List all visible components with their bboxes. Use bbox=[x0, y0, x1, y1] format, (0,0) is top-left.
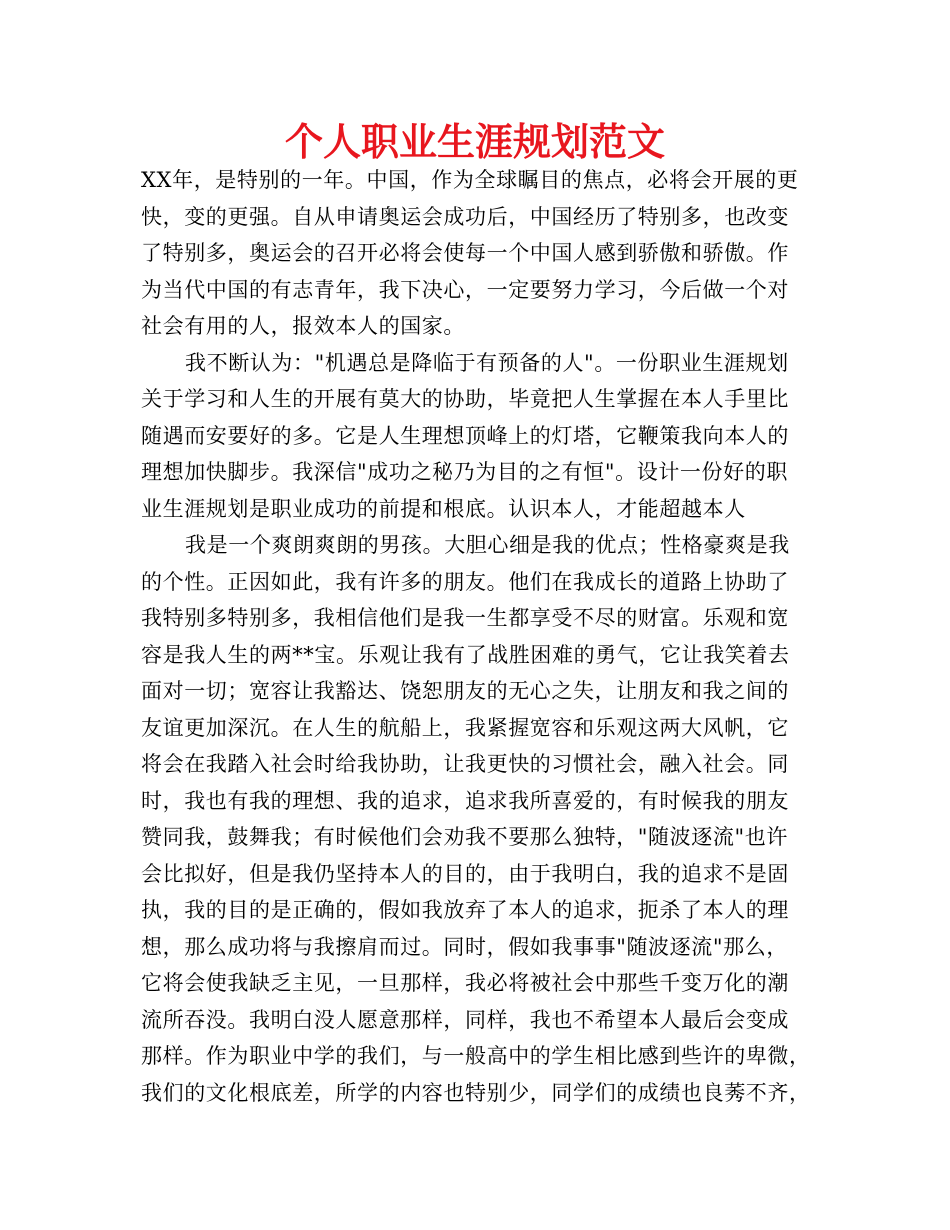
text-line: 我们的文化根底差，所学的内容也特别少，同学们的成绩也良莠不齐， bbox=[141, 1080, 811, 1105]
text-line: 想，那么成功将与我擦肩而过。同时，假如我事事"随波逐流"那么， bbox=[141, 934, 788, 959]
text-line: 容是我人生的两**宝。乐观让我有了战胜困难的勇气，它让我笑着去 bbox=[141, 642, 790, 667]
text-line: 我特别多特别多，我相信他们是我一生都享受不尽的财富。乐观和宽 bbox=[141, 606, 789, 630]
text-line: 理想加快脚步。我深信"成功之秘乃为目的之有恒"。设计一份好的职 bbox=[141, 460, 788, 484]
text-line: 面对一切；宽容让我豁达、饶恕朋友的无心之失，让朋友和我之间的 bbox=[141, 679, 789, 703]
text-line: 将会在我踏入社会时给我协助，让我更快的习惯社会，融入社会。同 bbox=[141, 752, 789, 776]
text-line: 时，我也有我的理想、我的追求，追求我所喜爱的，有时候我的朋友 bbox=[141, 788, 789, 813]
document-body bbox=[141, 162, 815, 1111]
text-line: 了特别多，奥运会的召开必将会使每一个中国人感到骄傲和骄傲。作 bbox=[141, 241, 789, 265]
text-line: 流所吞没。我明白没人愿意那样，同样，我也不希望本人最后会变成 bbox=[141, 1007, 789, 1032]
text-line: 赞同我，鼓舞我；有时候他们会劝我不要那么独特，"随波逐流"也许 bbox=[141, 825, 788, 849]
text-line: 社会有用的人，报效本人的国家。 bbox=[141, 314, 465, 338]
text-line: 友谊更加深沉。在人生的航船上，我紧握宽容和乐观这两大风帆，它 bbox=[141, 715, 789, 740]
text-line: 业生涯规划是职业成功的前提和根底。认识本人，才能超越本人 bbox=[141, 496, 746, 521]
text-line: 的个性。正因如此，我有许多的朋友。他们在我成长的道路上协助了 bbox=[141, 569, 789, 594]
text-line: 执，我的目的是正确的，假如我放弃了本人的追求，扼杀了本人的理 bbox=[141, 898, 789, 922]
text-line: 快，变的更强。自从申请奥运会成功后，中国经历了特别多，也改变 bbox=[141, 204, 789, 229]
text-line: 为当代中国的有志青年，我下决心，一定要努力学习，今后做一个对 bbox=[141, 277, 789, 302]
text-line: 我是一个爽朗爽朗的男孩。大胆心细是我的优点；性格豪爽是我 bbox=[185, 533, 790, 557]
text-line: 我不断认为："机遇总是降临于有预备的人"。一份职业生涯规划 bbox=[185, 350, 789, 375]
document-title: 个人职业生涯规划范文 bbox=[284, 120, 665, 164]
text-line: 关于学习和人生的开展有莫大的协助，毕竟把人生掌握在本人手里比 bbox=[141, 387, 789, 411]
text-line: 会比拟好，但是我仍坚持本人的目的，由于我明白，我的追求不是固 bbox=[141, 861, 789, 886]
text-line: 那样。作为职业中学的我们，与一般高中的学生相比感到些许的卑微， bbox=[141, 1044, 811, 1068]
text-line: 随遇而安要好的多。它是人生理想顶峰上的灯塔，它鞭策我向本人的 bbox=[141, 423, 789, 448]
text-line: 它将会使我缺乏主见，一旦那样，我必将被社会中那些千变万化的潮 bbox=[141, 971, 789, 995]
text-line: XX年，是特别的一年。中国，作为全球瞩目的焦点，必将会开展的更 bbox=[141, 168, 799, 192]
